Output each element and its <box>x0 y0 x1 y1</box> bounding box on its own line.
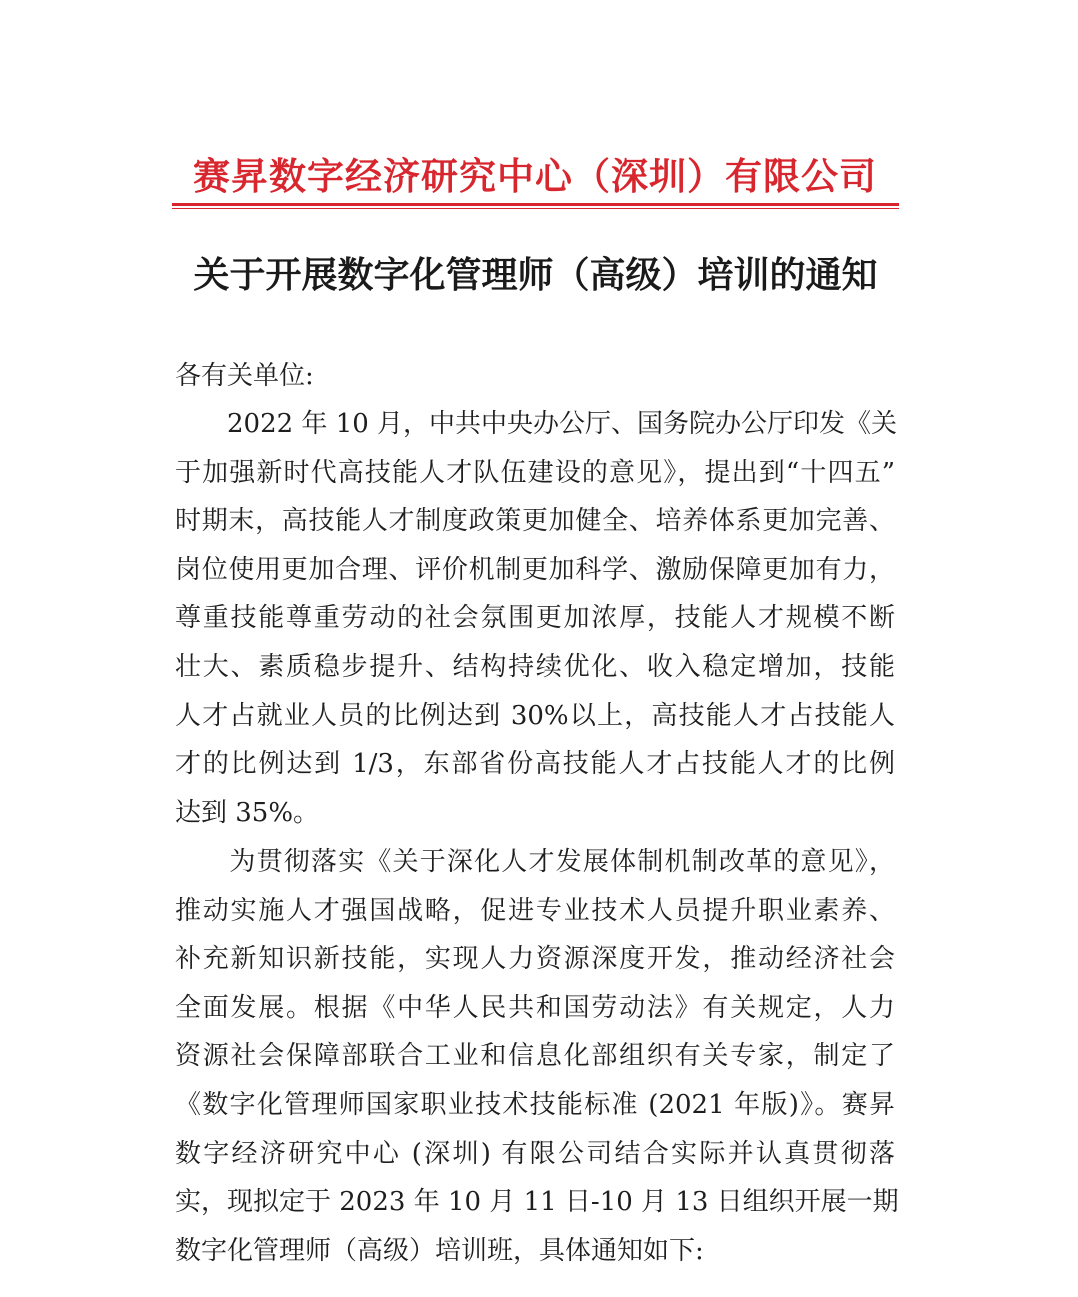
paragraph-line: 人才占就业人员的比例达到 30%以上，高技能人才占技能人 <box>175 700 895 731</box>
salutation: 各有关单位: <box>175 361 314 391</box>
paragraph-line: 壮大、素质稳步提升、结构持续优化、收入稳定增加，技能 <box>175 651 895 682</box>
paragraph-line: 为贯彻落实《关于深化人才发展体制机制改革的意见》， <box>175 847 895 877</box>
paragraph-line: 才的比例达到 1/3，东部省份高技能人才占技能人才的比例 <box>175 749 895 780</box>
paragraph-2 <box>175 838 899 1275</box>
paragraph-line: 补充新知识新技能，实现人力资源深度开发，推动经济社会 <box>175 944 895 975</box>
paragraph-line: 推动实施人才强国战略，促进专业技术人员提升职业素养、 <box>175 895 895 926</box>
letterhead-red-rule <box>172 203 899 206</box>
letterhead-red-rule-thin <box>172 208 899 209</box>
paragraph-line: 尊重技能尊重劳动的社会氛围更加浓厚，技能人才规模不断 <box>175 603 895 634</box>
paragraph-line: 时期末，高技能人才制度政策更加健全、培养体系更加完善、 <box>175 506 895 537</box>
paragraph-line: 数字经济研究中心 (深圳) 有限公司结合实际并认真贯彻落 <box>175 1138 895 1169</box>
paragraph-line: 资源社会保障部联合工业和信息化部组织有关专家，制定了 <box>175 1041 895 1072</box>
document-title: 关于开展数字化管理师（高级）培训的通知 <box>193 254 878 296</box>
paragraph-line: 于加强新时代高技能人才队伍建设的意见》，提出到“十四五” <box>175 457 895 488</box>
paragraph-line: 全面发展。根据《中华人民共和国劳动法》有关规定，人力 <box>175 992 895 1023</box>
paragraph-line: 2022 年 10 月，中共中央办公厅、国务院办公厅印发《关 <box>175 409 898 439</box>
letterhead-company-name: 赛昇数字经济研究中心（深圳）有限公司 <box>193 155 877 198</box>
paragraph-line: 岗位使用更加合理、评价机制更加科学、激励保障更加有力， <box>175 554 895 585</box>
paragraph-line: 数字化管理师（高级）培训班，具体通知如下: <box>175 1235 704 1266</box>
paragraph-1 <box>175 400 898 837</box>
paragraph-line: 实，现拟定于 2023 年 10 月 11 日-10 月 13 日组织开展一期 <box>175 1187 899 1218</box>
paragraph-line: 达到 35%。 <box>175 797 320 828</box>
paragraph-line: 《数字化管理师国家职业技术技能标准 (2021 年版)》。赛昇 <box>175 1089 895 1120</box>
